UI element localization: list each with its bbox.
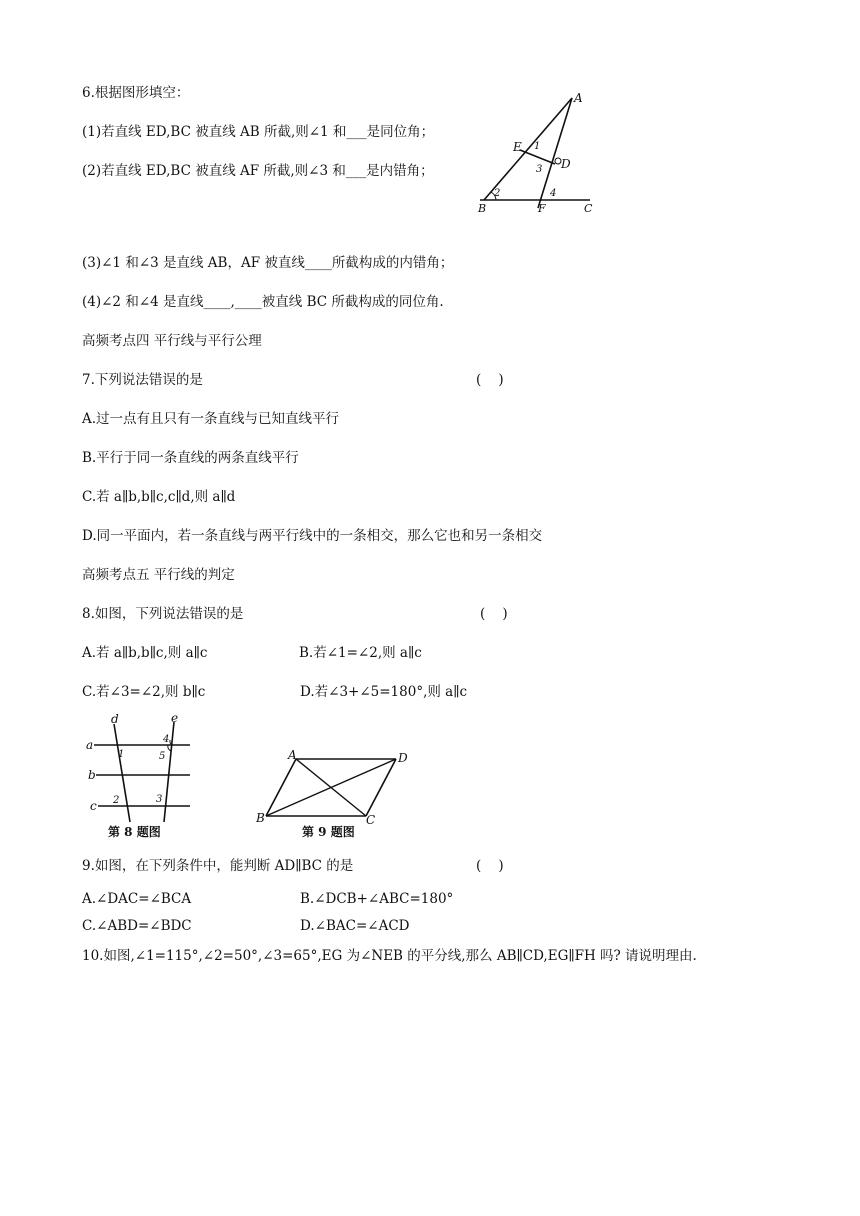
q8-option-d: D.若∠3+∠5=180°,则 a∥c <box>300 684 468 700</box>
q7-option-c: C.若 a∥b,b∥c,c∥d,则 a∥d <box>82 489 236 505</box>
q9-label-d: D <box>398 751 408 765</box>
q8-angle-5: 5 <box>159 751 166 762</box>
section-4-heading: 高频考点四 平行线与平行公理 <box>82 333 262 349</box>
q8-line-d-label: d <box>111 712 119 726</box>
q7-option-d: D.同一平面内，若一条直线与两平行线中的一条相交，那么它也和另一条相交 <box>82 528 543 544</box>
q8-line-e-label: e <box>171 711 179 725</box>
q6-part-3: (3)∠1 和∠3 是直线 AB，AF 被直线____所截构成的内错角； <box>82 255 454 271</box>
q6-angle-3: 3 <box>536 164 543 175</box>
q7-answer-paren: ( ) <box>476 372 504 388</box>
q6-figure <box>470 90 600 215</box>
q9-answer-paren: ( ) <box>476 858 504 874</box>
q6-label-a: A <box>574 91 583 105</box>
q9-option-b: B.∠DCB+∠ABC=180° <box>300 891 454 907</box>
q7-option-a: A.过一点有且只有一条直线与已知直线平行 <box>82 411 340 427</box>
q9-label-a: A <box>288 748 297 762</box>
q8-option-b: B.若∠1=∠2,则 a∥c <box>299 645 422 661</box>
q9-option-d: D.∠BAC=∠ACD <box>300 918 410 934</box>
section-5-heading: 高频考点五 平行线的判定 <box>82 567 235 583</box>
q7-option-b: B.平行于同一条直线的两条直线平行 <box>82 450 299 466</box>
q9-stem: 9.如图，在下列条件中，能判断 AD∥BC 的是 <box>82 858 354 874</box>
q6-part-1: (1)若直线 ED,BC 被直线 AB 所截,则∠1 和___是同位角； <box>82 124 435 140</box>
q6-label-c: C <box>584 202 593 215</box>
q8-angle-2: 2 <box>113 795 120 806</box>
q9-option-c: C.∠ABD=∠BDC <box>82 918 192 934</box>
q8-angle-3: 3 <box>156 794 163 805</box>
q9-figure <box>254 748 414 842</box>
q8-line-b-label: b <box>88 768 96 782</box>
q8-angle-4: 4 <box>163 734 170 745</box>
q8-figure <box>84 711 196 842</box>
q9-label-b: B <box>256 811 265 825</box>
q8-line-c-label: c <box>90 799 97 813</box>
q6-label-d: D <box>561 157 571 171</box>
q8-option-a: A.若 a∥b,b∥c,则 a∥c <box>82 645 208 661</box>
q10-stem: 10.如图,∠1=115°,∠2=50°,∠3=65°,EG 为∠NEB 的平分线,那么 AB∥CD,EG∥FH 吗? 请说明理由. <box>82 948 697 964</box>
q8-figure-caption: 第 8 题图 <box>108 825 161 839</box>
q6-label-e: E <box>513 140 522 154</box>
q6-part-2: (2)若直线 ED,BC 被直线 AF 所截,则∠3 和___是内错角； <box>82 163 434 179</box>
q6-angle-4: 4 <box>550 188 557 199</box>
q6-angle-1: 1 <box>534 141 541 152</box>
q8-answer-paren: ( ) <box>480 606 508 622</box>
q9-figure-caption: 第 9 题图 <box>302 825 355 839</box>
q8-option-c: C.若∠3=∠2,则 b∥c <box>82 684 206 700</box>
q6-part-4: (4)∠2 和∠4 是直线____,____被直线 BC 所截构成的同位角. <box>82 294 444 310</box>
q8-line-a-label: a <box>86 738 94 752</box>
q6-angle-2: 2 <box>494 188 501 199</box>
q6-label-b: B <box>478 202 487 215</box>
q6-title: 6.根据图形填空： <box>82 85 190 101</box>
q8-angle-1: 1 <box>118 749 125 760</box>
q7-stem: 7.下列说法错误的是 <box>82 372 203 388</box>
q9-label-c: C <box>366 813 376 827</box>
q6-label-f: F <box>538 202 546 215</box>
q8-stem: 8.如图，下列说法错误的是 <box>82 606 244 622</box>
q9-option-a: A.∠DAC=∠BCA <box>82 891 192 907</box>
